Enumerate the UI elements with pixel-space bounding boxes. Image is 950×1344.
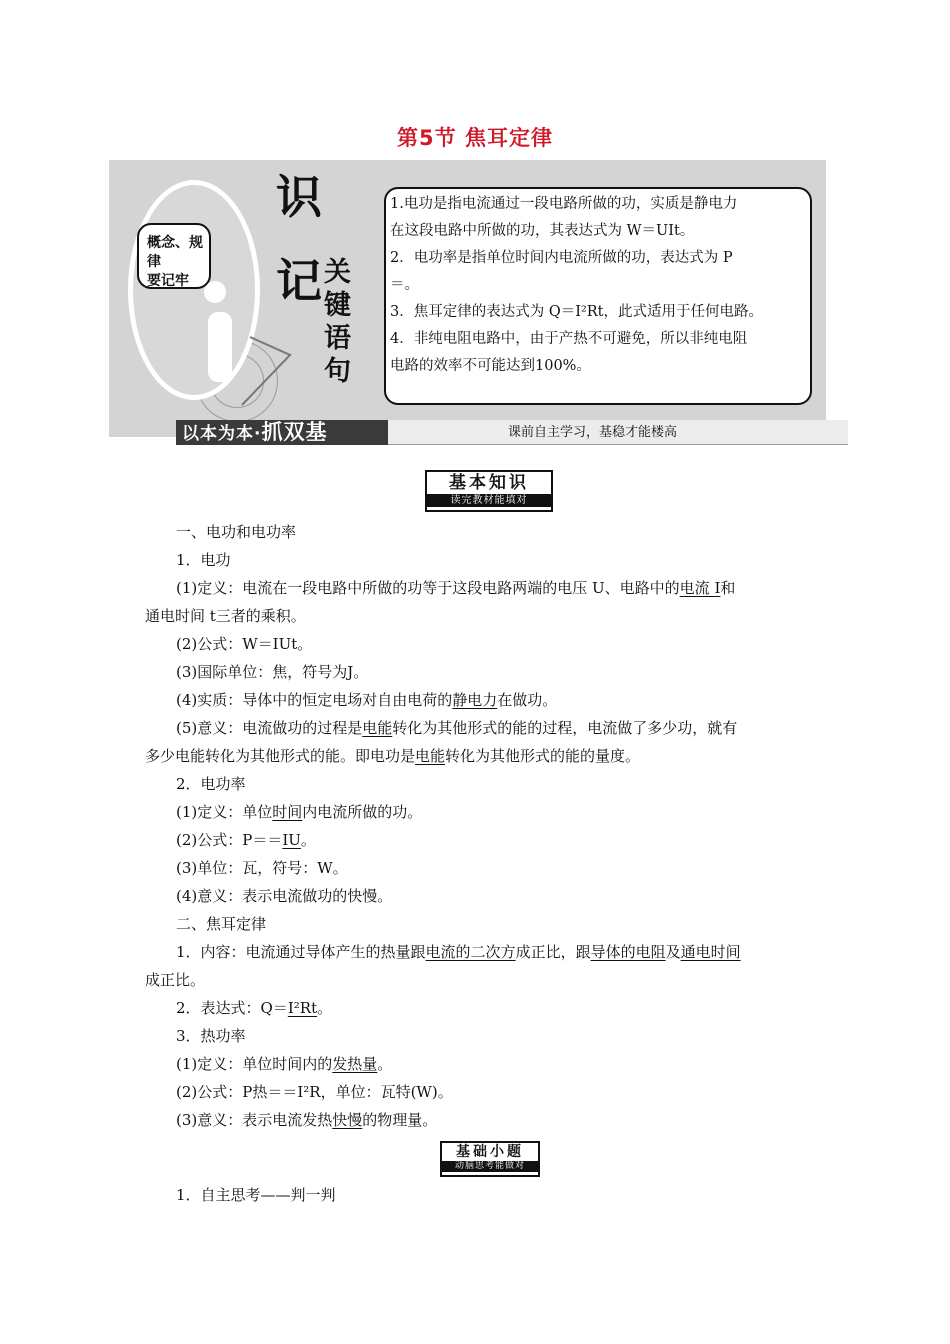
heading-line: 二、焦耳定律 bbox=[176, 915, 267, 933]
text-span: (3)意义：表示电流发热 bbox=[176, 1111, 333, 1129]
answer-blank: IU bbox=[282, 831, 301, 849]
text-line: 1．自主思考——判一判 bbox=[176, 1186, 336, 1204]
text-line bbox=[176, 578, 846, 598]
keyword-char: 关 bbox=[324, 257, 351, 288]
strip-text-emphasis: 抓双基 bbox=[261, 420, 328, 444]
text-span: 1．内容：电流通过导体产生的热量跟 bbox=[176, 943, 426, 961]
text-span: 的物理量。 bbox=[362, 1111, 438, 1129]
text-span: 及 bbox=[665, 943, 681, 961]
text-span: (1)定义：电流在一段电路中所做的功等于这段电路两端的电压 U、电路中的 bbox=[176, 579, 680, 597]
text-line: (4)意义：表示电流做功的快慢。 bbox=[176, 887, 393, 905]
section-heading-sub: 读完教材能填对 bbox=[427, 494, 551, 507]
answer-blank: 电能 bbox=[415, 747, 446, 765]
text-line: 3．热功率 bbox=[176, 1027, 246, 1045]
key-sentences-box bbox=[384, 187, 812, 405]
text-span: 多少电能转化为其他形式的能。即电功是 bbox=[145, 747, 416, 765]
text-line bbox=[145, 746, 815, 766]
text-line bbox=[176, 1110, 846, 1130]
text-span: 。 bbox=[317, 999, 333, 1017]
section-strip-left bbox=[176, 420, 388, 445]
heading-line: 一、电功和电功率 bbox=[176, 523, 297, 541]
text-span: 内电流所做的功。 bbox=[302, 803, 423, 821]
text-line: 2．电功率 bbox=[176, 775, 246, 793]
arrow-icon bbox=[240, 325, 300, 415]
section-strip-right: 课前自主学习，基稳才能楼高 bbox=[388, 420, 848, 445]
bubble-line: 要记牢 bbox=[147, 273, 189, 289]
text-line bbox=[176, 998, 846, 1018]
speech-bubble bbox=[137, 223, 211, 289]
section-heading-sub: 动脑思考能做对 bbox=[442, 1161, 538, 1172]
text-span: 在做功。 bbox=[497, 691, 558, 709]
answer-blank: 快慢 bbox=[332, 1111, 363, 1129]
key-point-line: 在这段电路中所做的功，其表达式为 W＝UIt。 bbox=[390, 223, 695, 239]
answer-blank: 发热量 bbox=[332, 1055, 378, 1073]
answer-blank: 电流 I bbox=[679, 579, 721, 597]
text-span: 转化为其他形式的能的量度。 bbox=[445, 747, 641, 765]
answer-blank: 静电力 bbox=[452, 691, 498, 709]
key-point-line: 3．焦耳定律的表达式为 Q＝I²Rt，此式适用于任何电路。 bbox=[390, 304, 764, 320]
text-span: 。 bbox=[300, 831, 316, 849]
text-line bbox=[176, 942, 846, 962]
text-span: (1)定义：单位时间内的 bbox=[176, 1055, 333, 1073]
text-span: 成正比，跟 bbox=[515, 943, 591, 961]
text-line bbox=[176, 690, 846, 710]
answer-blank: 通电时间 bbox=[680, 943, 741, 961]
keyword-char: 识 bbox=[276, 170, 322, 224]
key-point-line: 电路的效率不可能达到100%。 bbox=[390, 358, 591, 374]
person-icon-body bbox=[208, 312, 232, 382]
answer-blank: 时间 bbox=[272, 803, 303, 821]
section-heading-main: 基本知识 bbox=[449, 473, 529, 493]
answer-blank: 电能 bbox=[362, 719, 393, 737]
text-line bbox=[176, 718, 846, 738]
text-line: 通电时间 t三者的乘积。 bbox=[145, 607, 306, 625]
text-span: 转化为其他形式的能的过程，电流做了多少功，就有 bbox=[392, 719, 738, 737]
text-span: (2)公式：P＝＝ bbox=[176, 831, 283, 849]
page-title: 第5节 焦耳定律 bbox=[397, 126, 553, 150]
section-heading-main: 基础小题 bbox=[456, 1144, 524, 1160]
text-span: (5)意义：电流做功的过程是 bbox=[176, 719, 363, 737]
answer-blank: 导体的电阻 bbox=[590, 943, 666, 961]
key-point-line: 1.电功是指电流通过一段电路所做的功，实质是静电力 bbox=[390, 196, 738, 212]
text-span: 2．表达式：Q＝ bbox=[176, 999, 288, 1017]
text-line: (3)单位：瓦，符号：W。 bbox=[176, 859, 348, 877]
text-line bbox=[176, 802, 846, 822]
text-line bbox=[176, 1054, 846, 1074]
text-span: 和 bbox=[720, 579, 736, 597]
text-line: 1．电功 bbox=[176, 551, 231, 569]
text-span: 。 bbox=[377, 1055, 393, 1073]
text-line: (2)公式：W＝IUt。 bbox=[176, 635, 313, 653]
key-point-line: ＝。 bbox=[390, 277, 419, 293]
text-line: 成正比。 bbox=[145, 971, 206, 989]
text-line bbox=[176, 830, 846, 850]
bubble-line: 概念、规律 bbox=[147, 235, 203, 270]
answer-blank: 电流的二次方 bbox=[425, 943, 516, 961]
text-line: (3)国际单位：焦，符号为J。 bbox=[176, 663, 369, 681]
section-heading-basic-questions bbox=[440, 1141, 540, 1177]
key-point-line: 4．非纯电阻电路中，由于产热不可避免，所以非纯电阻 bbox=[390, 331, 748, 347]
text-span: (4)实质：导体中的恒定电场对自由电荷的 bbox=[176, 691, 453, 709]
section-heading-basic-knowledge bbox=[425, 470, 553, 512]
keyword-char: 语 bbox=[324, 323, 351, 354]
text-line: (2)公式：P热＝＝I²R，单位：瓦特(W)。 bbox=[176, 1083, 453, 1101]
key-point-line: 2．电功率是指单位时间内电流所做的功，表达式为 P bbox=[390, 250, 733, 266]
keyword-char: 记 bbox=[276, 254, 322, 308]
strip-text: 以本为本· bbox=[182, 424, 262, 444]
answer-blank: I²Rt bbox=[287, 999, 318, 1017]
text-span: (1)定义：单位 bbox=[176, 803, 273, 821]
keyword-char: 键 bbox=[324, 290, 351, 321]
keyword-char: 句 bbox=[324, 356, 351, 385]
